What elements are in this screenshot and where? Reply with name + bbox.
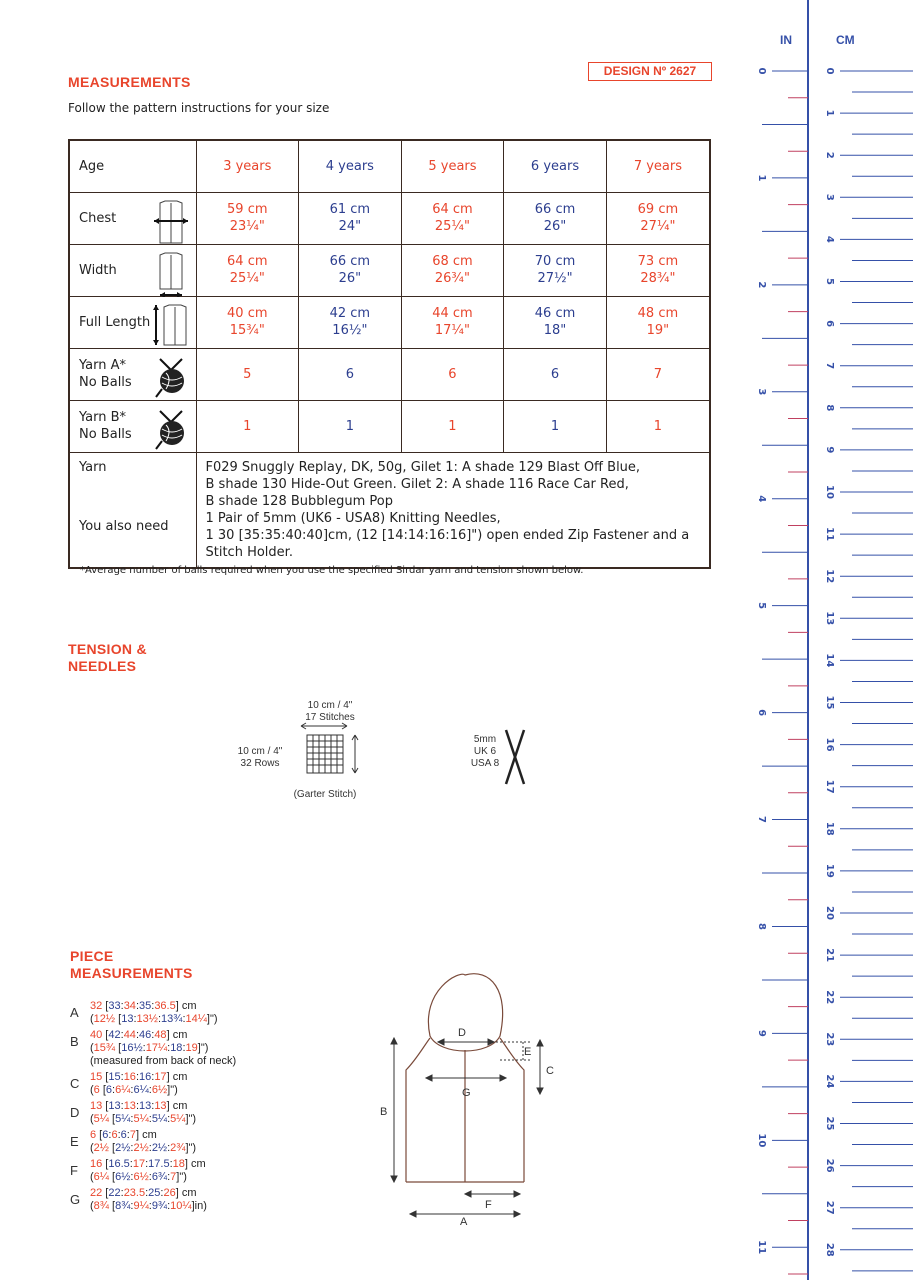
size-value: 16 [139,1071,152,1083]
piece-measurement-a: A 32 [33:34:35:36.5] cm (12½ [13:13½:13¾:14¼]") [70,1000,218,1025]
ruler-cm-label: CM [836,33,855,47]
size-value [299,296,402,348]
row-label-text: Chest [79,210,117,226]
table-row [69,140,710,192]
unit: in) [194,1200,207,1212]
inch-tick-label: 6 [756,709,767,717]
tension-height [225,746,295,770]
needle-mm: 5mm [473,734,497,745]
value-in: 15¾" [229,323,265,338]
measurements-heading: MEASUREMENTS [68,74,191,90]
size-value: 12½ [93,1013,116,1025]
chest-measure-icon [152,199,192,245]
size-value [606,244,710,296]
size-header: 3 years [196,140,299,192]
table-row [69,296,710,348]
value-cm: 61 cm [329,202,371,217]
size-value: 7 [606,348,710,400]
size-value: 6 [120,1129,127,1141]
size-value: 7 [129,1129,136,1141]
value-cm: 59 cm [227,202,268,217]
length-measure-icon [152,303,192,349]
cm-tick-label: 19 [824,863,835,878]
unit: cm [181,1000,197,1012]
needle-us: USA 8 [470,758,500,769]
size-value: 15 [90,1071,103,1083]
value-in: 26" [543,219,567,234]
size-value [504,296,607,348]
inch-tick-label: 11 [756,1240,767,1255]
row-label-text: Yarn B* [79,410,127,425]
size-value: 33 [108,1000,121,1012]
size-value: 34 [123,1000,136,1012]
size-value: 5¼ [133,1113,149,1125]
tension-heading-line1: TENSION & [68,641,147,657]
needle-size [465,734,505,770]
piece-heading [70,948,193,982]
yarn-text-line: B shade 128 Bubblegum Pop [205,493,393,509]
size-value [504,192,607,244]
cm-tick-label: 2 [824,151,835,159]
cm-tick-label: 27 [824,1200,835,1215]
size-value: 14¼ [185,1013,207,1025]
size-value: 23.5 [123,1187,146,1199]
size-value: 2½ [133,1142,149,1154]
yarn-ball-icon [152,355,192,401]
row-label-sub: No Balls [79,375,132,390]
row-label-sub: No Balls [79,427,132,442]
inch-tick-label: 1 [756,174,767,182]
piece-letter: A [70,1005,79,1020]
size-value: 13 [139,1100,152,1112]
cm-tick-label: 14 [824,653,835,668]
size-value: 6 [504,348,607,400]
size-value [606,296,710,348]
unit: ") [200,1042,209,1054]
size-value: 1 [401,400,504,452]
size-value: 6 [299,348,402,400]
size-value: 10¼ [170,1200,192,1212]
value-cm: 70 cm [534,254,576,269]
piece-heading-line1: PIECE [70,948,114,964]
piece-measurement-c: C 15 [15:16:16:17] cm (6 [6:6¼:6¼:6½]") [70,1071,188,1096]
cm-tick-label: 17 [824,779,835,794]
piece-measurement-b: B 40 [42:44:46:48] cm (15¾ [16½:17¼:18:19]") (measured from back of neck) [70,1029,237,1067]
diagram-label-b: B [380,1106,388,1118]
piece-measurement-f: F 16 [16.5:17:17.5:18] cm (6¼ [6½:6½:6¾:7]") [70,1158,206,1183]
value-in: 24" [338,219,362,234]
size-header: 6 years [504,140,607,192]
size-value [401,192,504,244]
tension-stitches-label: 17 Stitches [305,712,355,723]
intro-text: Follow the pattern instructions for your size [68,101,330,115]
size-value: 8¾ [115,1200,131,1212]
size-value: 2½ [151,1142,168,1154]
value-in: 16½" [332,323,368,338]
size-value: 5¼ [151,1113,168,1125]
cm-tick-label: 7 [824,362,835,370]
value-cm: 44 cm [432,306,473,321]
size-value: 2½ [93,1142,109,1154]
row-label-text: Age [79,158,105,174]
unit: cm [181,1187,197,1199]
unit: ") [170,1084,178,1096]
piece-letter: G [70,1192,81,1207]
tension-height-label: 10 cm / 4" [237,746,283,757]
size-value: 13½ [136,1013,158,1025]
diagram-label-a: A [460,1216,468,1225]
size-value: 46 [139,1029,152,1041]
size-value: 6½ [115,1171,131,1183]
size-value: 42 [108,1029,121,1041]
unit: cm [172,1029,188,1041]
cm-tick-label: 25 [824,1116,835,1131]
size-value: 6 [90,1129,97,1141]
size-value: 17¼ [145,1042,168,1054]
size-value: 48 [154,1029,167,1041]
need-text-line: 1 Pair of 5mm (UK6 - USA8) Knitting Needles, [205,510,501,526]
yarn-text-line: F029 Snuggly Replay, DK, 50g, Gilet 1: A shade 129 Blast Off Blue, [205,459,641,475]
cm-tick-label: 18 [824,821,835,836]
cm-tick-label: 6 [824,320,835,328]
unit: cm [172,1100,188,1112]
size-value: 32 [90,1000,103,1012]
yarn-details [196,452,710,568]
size-value [401,296,504,348]
size-value: 22 [108,1187,121,1199]
cm-tick-label: 28 [824,1242,835,1257]
width-measure-icon [152,251,192,297]
size-value: 1 [196,400,299,452]
size-value: 13 [121,1013,134,1025]
cm-tick-label: 11 [824,527,835,542]
value-in: 28¾" [640,271,676,286]
cm-tick-label: 12 [824,569,835,584]
size-value: 17.5 [148,1158,170,1170]
size-value: 6½ [151,1084,168,1096]
value-in: 27½" [537,271,573,286]
yarn-labels [69,452,196,568]
unit: ") [188,1113,197,1125]
ruler-in-label: IN [780,33,792,47]
row-label-text: Full Length [79,314,151,330]
value-cm: 40 cm [227,306,268,321]
needle-uk: UK 6 [473,746,497,757]
footnote: *Average number of balls required when you use the specified Sirdar yarn and tension shown below. [80,565,584,576]
cm-tick-label: 20 [824,906,835,920]
size-value: 13 [90,1100,103,1112]
size-value: 7 [170,1171,177,1183]
row-label [69,348,196,400]
cm-tick-label: 26 [824,1158,835,1173]
yarn-ball-icon [152,407,192,453]
inch-tick-label: 5 [756,602,767,610]
diagram-label-d: D [458,1027,466,1039]
value-cm: 66 cm [329,254,371,269]
size-value: 16 [123,1071,136,1083]
unit: cm [191,1158,206,1170]
tension-heading [68,641,147,675]
size-value: 17 [154,1071,167,1083]
size-value: 13 [154,1100,167,1112]
value-cm: 73 cm [637,254,679,269]
size-value: 18 [172,1158,185,1170]
cm-tick-label: 23 [824,1032,835,1047]
value-cm: 69 cm [637,202,679,217]
cm-tick-label: 3 [824,193,835,201]
size-value: 13 [123,1100,136,1112]
piece-heading-line2: MEASUREMENTS [70,965,193,981]
cm-tick-label: 10 [824,485,835,499]
cm-tick-label: 24 [824,1074,835,1089]
size-value: 6¼ [133,1084,149,1096]
size-value: 5¼ [93,1113,109,1125]
diagram-label-f: F [485,1199,492,1211]
value-in: 17¼" [434,323,470,338]
size-value: 35 [139,1000,152,1012]
size-value: 6¼ [93,1171,109,1183]
value-cm: 42 cm [329,306,371,321]
size-value: 5¼ [115,1113,131,1125]
inch-tick-label: 0 [756,67,767,75]
garment-diagram [370,970,570,1225]
need-label: You also need [79,518,169,534]
size-value: 9¼ [133,1200,149,1212]
row-label [69,140,196,192]
yarn-label: Yarn [79,459,107,475]
size-value: 15¾ [93,1042,116,1054]
row-label [69,296,196,348]
need-text-line: 1 30 [35:35:40:40]cm, (12 [14:14:16:16]") open ended Zip Fastener and a Stitch Holder. [205,527,690,560]
table-row [69,348,710,400]
size-value [196,192,299,244]
value-in: 25¼" [434,219,470,234]
inch-tick-label: 2 [756,281,767,289]
value-cm: 66 cm [534,202,576,217]
size-header: 7 years [606,140,710,192]
row-label [69,400,196,452]
unit: ") [179,1171,187,1183]
size-value: 6¼ [115,1084,131,1096]
tension-rows-label: 32 Rows [240,758,280,769]
piece-letter: B [70,1034,79,1049]
value-cm: 46 cm [534,306,576,321]
value-in: 18" [543,323,567,338]
row-label-text: Width [79,262,117,278]
row-label [69,244,196,296]
cm-tick-label: 15 [824,695,835,710]
cm-tick-label: 21 [824,948,835,963]
value-cm: 68 cm [432,254,473,269]
size-value: 13 [108,1100,121,1112]
size-value: 16½ [121,1042,143,1054]
size-value: 44 [123,1029,136,1041]
value-in: 27¼" [640,219,676,234]
size-value: 13¾ [161,1013,183,1025]
size-value [196,244,299,296]
piece-measurement-g: G 22 [22:23.5:25:26] cm (8¾ [8¾:9¼:9¾:10¼]in) [70,1187,207,1212]
piece-measurement-e: E 6 [6:6:6:7] cm (2½ [2½:2½:2½:2¾]") [70,1129,197,1154]
value-in: 23¼" [229,219,265,234]
inch-tick-label: 3 [756,388,767,396]
unit: cm [172,1071,188,1083]
size-value: 2½ [115,1142,131,1154]
piece-letter: C [70,1076,80,1091]
tension-width [280,700,380,724]
size-value: 8¾ [93,1200,109,1212]
table-row [69,400,710,452]
tension-swatch-icon [295,722,365,788]
unit: ") [188,1142,197,1154]
cm-tick-label: 0 [824,67,835,75]
size-value: 6 [111,1129,118,1141]
size-value: 1 [299,400,402,452]
value-cm: 48 cm [637,306,679,321]
size-value [401,244,504,296]
value-cm: 64 cm [227,254,268,269]
size-value: 5¼ [170,1113,186,1125]
size-value: 18 [170,1042,183,1054]
piece-letter: E [70,1134,79,1149]
size-value [196,296,299,348]
size-value: 40 [90,1029,103,1041]
table-row [69,192,710,244]
cm-tick-label: 9 [824,446,835,454]
value-in: 26¾" [434,271,470,286]
size-value: 1 [606,400,710,452]
piece-letter: D [70,1105,80,1120]
size-value [504,244,607,296]
size-value: 6 [93,1084,100,1096]
size-value: 6¾ [151,1171,168,1183]
inch-tick-label: 8 [756,922,767,930]
size-value: 17 [132,1158,146,1170]
diagram-label-e: E [524,1046,532,1058]
measurements-table [68,139,711,569]
cm-tick-label: 22 [824,990,835,1005]
tension-stitch-type: (Garter Stitch) [293,789,357,800]
inch-tick-label: 7 [756,816,767,824]
piece-measurement-list [68,1000,236,1216]
design-number: DESIGN Nº 2627 [588,62,712,81]
size-value: 16.5 [108,1158,130,1170]
cm-tick-label: 4 [824,235,835,243]
size-value [606,192,710,244]
size-value: 15 [108,1071,121,1083]
ruler [740,0,913,1280]
cm-tick-label: 5 [824,278,835,285]
inch-tick-label: 9 [756,1029,767,1037]
row-label [69,192,196,244]
size-value: 6 [401,348,504,400]
size-header: 5 years [401,140,504,192]
piece-measurement-d: D 13 [13:13:13:13] cm (5¼ [5¼:5¼:5¼:5¼]") [70,1100,197,1125]
cm-tick-label: 13 [824,611,835,626]
row-label-text: Yarn A* [79,358,126,373]
value-in: 19" [646,323,670,338]
unit: ") [209,1013,218,1025]
size-value: 25 [148,1187,161,1199]
size-value: 6 [102,1129,109,1141]
cm-tick-label: 8 [824,404,835,412]
value-in: 26" [338,271,362,286]
size-value [299,244,402,296]
size-value: 9¾ [151,1200,168,1212]
inch-tick-label: 10 [756,1133,767,1148]
size-value: 5 [196,348,299,400]
size-value: 1 [504,400,607,452]
size-value: 16 [90,1158,103,1170]
value-cm: 64 cm [432,202,473,217]
tension-width-label: 10 cm / 4" [307,700,353,711]
value-in: 25¼" [229,271,265,286]
size-value: 2¾ [170,1142,186,1154]
piece-letter: F [70,1163,78,1178]
size-value: 22 [90,1187,103,1199]
size-value: 19 [185,1042,198,1054]
knitting-needles-icon [503,728,527,786]
size-value: 26 [163,1187,176,1199]
diagram-label-c: C [546,1065,554,1077]
cm-tick-label: 16 [824,737,835,752]
unit: cm [142,1129,157,1141]
cm-tick-label: 1 [824,109,835,117]
tension-heading-line2: NEEDLES [68,658,137,674]
size-value [299,192,402,244]
diagram-label-g: G [462,1087,471,1099]
size-value: 36.5 [154,1000,176,1012]
size-value: 6 [105,1084,113,1096]
table-row-yarn [69,452,710,568]
size-value: 6½ [133,1171,149,1183]
piece-note: (measured from back of neck) [90,1055,237,1067]
table-row [69,244,710,296]
inch-tick-label: 4 [756,495,767,503]
yarn-text-line: B shade 130 Hide-Out Green. Gilet 2: A shade 116 Race Car Red, [205,476,629,492]
size-header: 4 years [299,140,402,192]
